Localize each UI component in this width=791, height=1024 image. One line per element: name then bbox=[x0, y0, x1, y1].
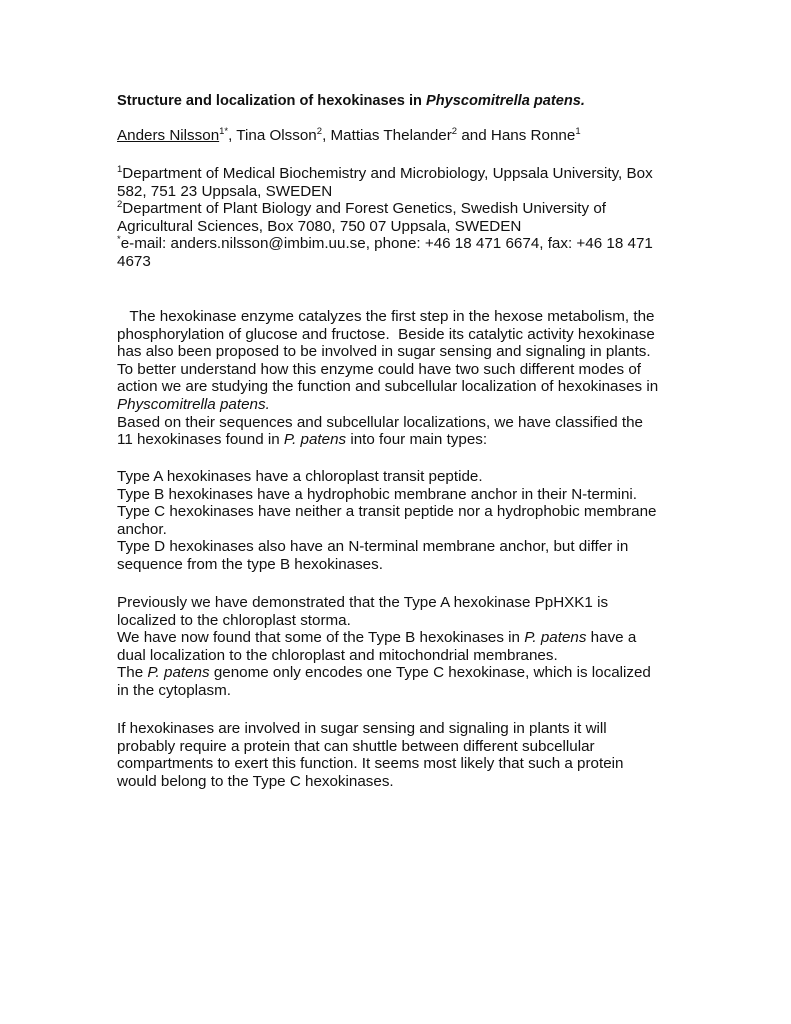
species-italic: P. patens bbox=[524, 629, 587, 647]
author-sup-olsson: 2 bbox=[316, 126, 323, 137]
affiliations bbox=[117, 165, 677, 271]
abstract-paragraph bbox=[117, 308, 677, 449]
conclusion-line: probably require a protein that can shuttle between different subcellular bbox=[117, 737, 595, 755]
species-italic: Physcomitrella patens. bbox=[117, 395, 270, 413]
type-c-line: Type C hexokinases have neither a transit peptide nor a hydrophobic membrane bbox=[117, 503, 657, 521]
findings-text: The bbox=[117, 664, 148, 682]
affiliation-2-line1: Department of Plant Biology and Forest Genetics, Swedish University of bbox=[122, 200, 606, 218]
conclusion-line: If hexokinases are involved in sugar sensing and signaling in plants it will bbox=[117, 720, 607, 737]
abstract-line bbox=[117, 396, 677, 414]
author-name-nilsson: Anders Nilsson bbox=[117, 127, 220, 144]
contact-info bbox=[117, 235, 677, 253]
type-d-line: Type D hexokinases also have an N-terminal membrane anchor, but differ in bbox=[117, 538, 629, 556]
affiliation-1-line1: Department of Medical Biochemistry and Microbiology, Uppsala University, Box bbox=[122, 165, 653, 182]
author-sup-ronne: 1 bbox=[575, 126, 581, 137]
type-b-line: Type B hexokinases have a hydrophobic membrane anchor in their N-termini. bbox=[117, 485, 638, 503]
species-italic: P. patens bbox=[147, 664, 210, 682]
conclusion-paragraph bbox=[117, 720, 677, 790]
abstract-line: To better understand how this enzyme could have two such different modes of bbox=[117, 360, 641, 378]
contact-line2: 4673 bbox=[117, 252, 151, 270]
findings-line bbox=[117, 664, 677, 682]
abstract-line: action we are studying the function and subcellular localization of hexokinases in bbox=[117, 378, 659, 396]
abstract-line: The hexokinase enzyme catalyzes the first step in the hexose metabolism, the bbox=[117, 308, 655, 325]
author-list bbox=[117, 127, 677, 145]
type-a-line: Type A hexokinases have a chloroplast transit peptide. bbox=[117, 468, 483, 485]
findings-text: We have now found that some of the Type B hexokinases in bbox=[117, 629, 525, 647]
affiliation-2-line2: Agricultural Sciences, Box 7080, 750 07 Uppsala, SWEDEN bbox=[117, 217, 522, 235]
author-name-ronne: and Hans Ronne bbox=[457, 127, 576, 144]
findings-line: Previously we have demonstrated that the Type A hexokinase PpHXK1 is bbox=[117, 594, 609, 611]
findings-line: localized to the chloroplast storma. bbox=[117, 611, 351, 629]
conclusion-line: compartments to exert this function. It seems most likely that such a protein bbox=[117, 755, 624, 773]
abstract-line: Based on their sequences and subcellular localizations, we have classified the bbox=[117, 413, 643, 431]
author-name-thelander: , Mattias Thelander bbox=[322, 127, 452, 144]
findings-line: in the cytoplasm. bbox=[117, 681, 231, 699]
abstract-text: into four main types: bbox=[346, 431, 488, 449]
author-sup-thelander: 2 bbox=[451, 126, 458, 137]
abstract-line: has also been proposed to be involved in sugar sensing and signaling in plants. bbox=[117, 343, 651, 361]
affiliation-2 bbox=[117, 200, 677, 218]
contact-sup: * bbox=[117, 234, 121, 246]
title-species: Physcomitrella patens. bbox=[425, 93, 585, 109]
findings-text: have a bbox=[586, 629, 637, 647]
hexokinase-types-paragraph bbox=[117, 468, 677, 574]
author-name-olsson: , Tina Olsson bbox=[228, 127, 317, 144]
findings-line: dual localization to the chloroplast and mitochondrial membranes. bbox=[117, 646, 558, 664]
type-d-line-cont: sequence from the type B hexokinases. bbox=[117, 555, 383, 573]
affiliation-1-sup: 1 bbox=[117, 164, 123, 175]
findings-paragraph bbox=[117, 594, 677, 700]
type-c-line-cont: anchor. bbox=[117, 520, 167, 538]
findings-line bbox=[117, 629, 677, 647]
affiliation-1 bbox=[117, 165, 677, 183]
title-text: Structure and localization of hexokinases in bbox=[117, 93, 426, 109]
author-sup-nilsson: 1* bbox=[219, 126, 229, 137]
affiliation-1-line2: 582, 751 23 Uppsala, SWEDEN bbox=[117, 182, 333, 200]
conclusion-line: would belong to the Type C hexokinases. bbox=[117, 772, 394, 790]
abstract-line: phosphorylation of glucose and fructose. Beside its catalytic activity hexokinase bbox=[117, 325, 655, 343]
findings-text: genome only encodes one Type C hexokinase, which is localized bbox=[209, 664, 651, 682]
contact-line1: e-mail: anders.nilsson@imbim.uu.se, phone: +46 18 471 6674, fax: +46 18 471 bbox=[120, 235, 653, 253]
abstract-line bbox=[117, 431, 677, 449]
paper-title bbox=[117, 93, 677, 111]
species-italic: P. patens bbox=[283, 431, 347, 449]
abstract-text: 11 hexokinases found in bbox=[117, 431, 284, 449]
affiliation-2-sup: 2 bbox=[117, 199, 123, 211]
